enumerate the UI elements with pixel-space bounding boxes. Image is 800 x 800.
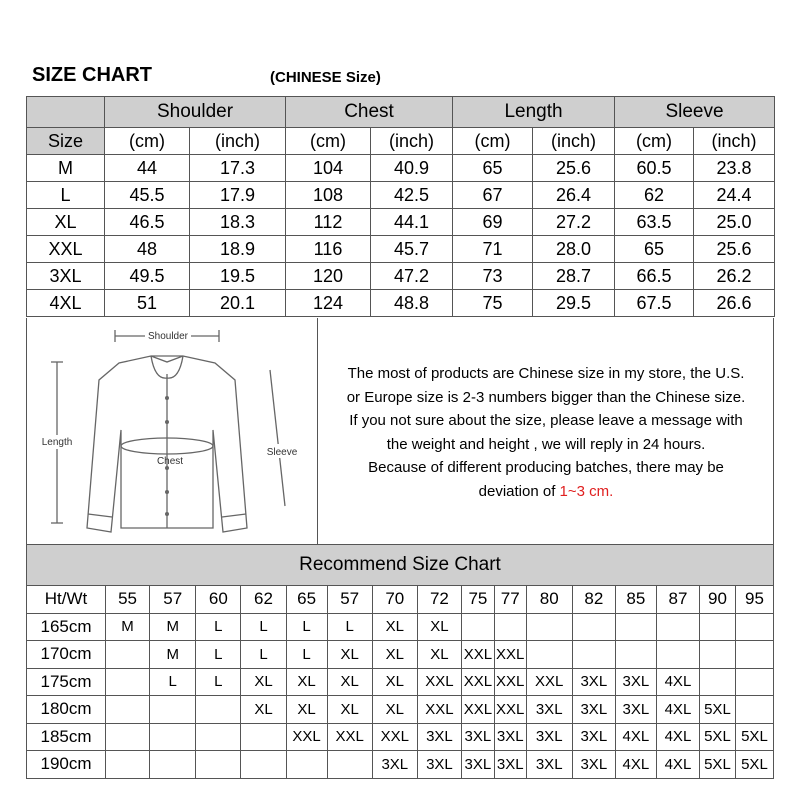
measurement-cell: 44.1 [371,209,453,236]
recommended-size-cell: 4XL [656,751,699,779]
weight-header: 72 [417,586,461,614]
measurement-cell: 25.0 [694,209,775,236]
recommended-size-cell [196,751,241,779]
recommended-size-cell: L [196,668,241,696]
recommended-size-cell [494,613,526,641]
recommend-title: Recommend Size Chart [27,545,774,586]
unit-inch: (inch) [533,128,615,155]
measurement-cell: 48 [105,236,190,263]
height-row [27,641,774,669]
weight-header: 85 [615,586,656,614]
recommended-size-cell: 3XL [494,751,526,779]
recommended-size-cell: M [106,613,150,641]
measurement-cell: 28.7 [533,263,615,290]
size-row [27,236,775,263]
group-chest: Chest [286,97,453,128]
measurement-cell: 63.5 [615,209,694,236]
recommended-size-cell: XXL [461,641,494,669]
measurement-cell: 60.5 [615,155,694,182]
unit-inch: (inch) [694,128,775,155]
measurement-cell: 73 [453,263,533,290]
measurement-cell: 42.5 [371,182,453,209]
recommended-size-cell [106,668,150,696]
recommended-size-cell: XXL [372,723,417,751]
measurement-cell: 26.2 [694,263,775,290]
size-row [27,182,775,209]
recommended-size-cell [656,613,699,641]
measurement-cell: 25.6 [694,236,775,263]
ht-wt-corner: Ht/Wt [27,586,106,614]
measurement-cell: 75 [453,290,533,317]
size-label: M [27,155,105,182]
unit-cm: (cm) [615,128,694,155]
recommend-table [26,544,774,779]
recommended-size-cell: L [327,613,372,641]
recommended-size-cell [241,723,286,751]
recommended-size-cell: XXL [526,668,572,696]
recommended-size-cell [327,751,372,779]
recommended-size-cell: XL [372,696,417,724]
group-sleeve: Sleeve [615,97,775,128]
unit-cm: (cm) [286,128,371,155]
note-line: or Europe size is 2-3 numbers bigger than the Chinese size. [346,388,746,406]
recommended-size-cell [656,641,699,669]
weight-header: 65 [286,586,327,614]
deviation-value: 1~3 cm [559,482,610,500]
recommended-size-cell: XL [241,668,286,696]
recommended-size-cell: XXL [417,668,461,696]
measurement-cell: 67 [453,182,533,209]
recommended-size-cell: M [150,641,196,669]
recommended-size-cell: 3XL [526,723,572,751]
recommended-size-cell: XL [372,613,417,641]
size-label: L [27,182,105,209]
weight-header: 90 [700,586,736,614]
recommended-size-cell [572,613,615,641]
size-label: XL [27,209,105,236]
panel-divider [317,318,318,544]
recommended-size-cell: M [150,613,196,641]
recommended-size-cell: L [286,613,327,641]
recommended-size-cell: XL [286,696,327,724]
recommended-size-cell: L [241,613,286,641]
recommended-size-cell: XXL [461,668,494,696]
height-row [27,723,774,751]
recommended-size-cell: 5XL [735,751,773,779]
height-label: 175cm [27,668,106,696]
recommended-size-cell [106,751,150,779]
page-title: SIZE CHART [32,64,152,86]
measurement-cell: 45.7 [371,236,453,263]
measurement-cell: 17.3 [190,155,286,182]
measurement-cell: 24.4 [694,182,775,209]
measurement-cell: 67.5 [615,290,694,317]
recommended-size-cell [196,696,241,724]
recommended-size-cell [735,668,773,696]
recommended-size-cell [735,696,773,724]
measurement-cell: 69 [453,209,533,236]
sleeve-label: Sleeve [266,447,298,458]
measurement-cell: 17.9 [190,182,286,209]
recommended-size-cell: XXL [286,723,327,751]
recommended-size-cell: L [196,641,241,669]
recommended-size-cell [106,641,150,669]
recommended-size-cell: XL [327,668,372,696]
measurement-cell: 46.5 [105,209,190,236]
recommended-size-cell: 3XL [417,723,461,751]
recommended-size-cell [150,723,196,751]
recommended-size-cell: 3XL [572,723,615,751]
measurement-cell: 44 [105,155,190,182]
length-label: Length [41,437,73,448]
recommended-size-cell [615,641,656,669]
recommended-size-cell: XL [241,696,286,724]
recommended-size-cell: L [286,641,327,669]
height-row [27,751,774,779]
height-row [27,613,774,641]
measurement-cell: 104 [286,155,371,182]
recommended-size-cell: XXL [417,696,461,724]
unit-row [27,128,775,155]
measurement-cell: 18.9 [190,236,286,263]
measurement-cell: 112 [286,209,371,236]
height-label: 165cm [27,613,106,641]
weight-header: 57 [150,586,196,614]
group-shoulder: Shoulder [105,97,286,128]
weight-header: 60 [196,586,241,614]
height-row [27,668,774,696]
note-line-last [323,480,769,504]
recommended-size-cell [735,641,773,669]
weight-header: 55 [106,586,150,614]
measurement-group-row [27,97,775,128]
recommended-size-cell [526,613,572,641]
measurement-cell: 25.6 [533,155,615,182]
recommended-size-cell: XL [372,668,417,696]
measurement-cell: 20.1 [190,290,286,317]
unit-inch: (inch) [371,128,453,155]
recommended-size-cell: XL [327,696,372,724]
size-label: 4XL [27,290,105,317]
recommended-size-cell: 3XL [615,696,656,724]
recommended-size-cell: 5XL [700,696,736,724]
recommended-size-cell: XL [372,641,417,669]
weight-header: 95 [735,586,773,614]
corner-cell [27,97,105,128]
height-label: 180cm [27,696,106,724]
measurement-cell: 18.3 [190,209,286,236]
info-panel [26,318,774,545]
measurement-cell: 51 [105,290,190,317]
note-line: Because of different producing batches, there may be [368,459,724,476]
measurement-cell: 45.5 [105,182,190,209]
recommended-size-cell: 3XL [572,751,615,779]
recommended-size-cell: 3XL [526,696,572,724]
height-label: 170cm [27,641,106,669]
size-label: XXL [27,236,105,263]
height-row [27,696,774,724]
measurement-cell: 71 [453,236,533,263]
recommended-size-cell: 3XL [572,696,615,724]
group-length: Length [453,97,615,128]
recommended-size-cell [700,613,736,641]
recommended-size-cell: 4XL [615,723,656,751]
recommended-size-cell [526,641,572,669]
shirt-diagram [27,318,317,544]
recommended-size-cell: 3XL [526,751,572,779]
measurement-cell: 26.4 [533,182,615,209]
measurement-cell: 26.6 [694,290,775,317]
recommended-size-cell [615,613,656,641]
recommended-size-cell: XXL [494,641,526,669]
recommended-size-cell: 3XL [417,751,461,779]
measurement-cell: 48.8 [371,290,453,317]
height-label: 185cm [27,723,106,751]
weight-header-row [27,586,774,614]
recommended-size-cell [461,613,494,641]
recommended-size-cell: 3XL [572,668,615,696]
measurement-cell: 29.5 [533,290,615,317]
chest-label: Chest [156,456,184,467]
size-row [27,155,775,182]
size-row [27,209,775,236]
note-line: If you not sure about the size, please leave a message with [349,412,743,429]
note-suffix: . [609,482,614,500]
unit-cm: (cm) [453,128,533,155]
recommended-size-cell [106,696,150,724]
recommended-size-cell [196,723,241,751]
weight-header: 77 [494,586,526,614]
unit-inch: (inch) [190,128,286,155]
page-subtitle: (CHINESE Size) [270,69,381,86]
recommended-size-cell: XXL [327,723,372,751]
recommended-size-cell: XL [417,613,461,641]
recommended-size-cell: 3XL [461,723,494,751]
recommend-title-row [27,545,774,586]
note-line: the weight and height , we will reply in 24 hours. [386,435,706,453]
recommended-size-cell: 3XL [615,668,656,696]
recommended-size-cell [700,641,736,669]
recommended-size-cell: XXL [461,696,494,724]
recommended-size-cell [572,641,615,669]
recommended-size-cell: 4XL [656,696,699,724]
measurement-cell: 19.5 [190,263,286,290]
measurement-cell: 49.5 [105,263,190,290]
size-table [26,96,775,317]
recommended-size-cell: 5XL [700,723,736,751]
measurement-cell: 28.0 [533,236,615,263]
recommended-size-cell: 3XL [494,723,526,751]
recommended-size-cell [106,723,150,751]
recommended-size-cell [700,668,736,696]
weight-header: 75 [461,586,494,614]
size-row [27,290,775,317]
measurement-cell: 116 [286,236,371,263]
size-note [323,362,769,503]
measurement-cell: 27.2 [533,209,615,236]
recommended-size-cell: 4XL [656,723,699,751]
recommended-size-cell: 3XL [461,751,494,779]
size-row [27,263,775,290]
measurement-cell: 65 [615,236,694,263]
recommended-size-cell [735,613,773,641]
recommended-size-cell: L [196,613,241,641]
measurement-cell: 40.9 [371,155,453,182]
size-header: Size [27,128,105,155]
recommended-size-cell: 5XL [700,751,736,779]
recommended-size-cell: L [241,641,286,669]
note-prefix: deviation of [478,482,560,500]
weight-header: 57 [327,586,372,614]
recommended-size-cell [286,751,327,779]
measurement-cell: 65 [453,155,533,182]
measurement-cell: 62 [615,182,694,209]
recommended-size-cell [150,751,196,779]
measurement-cell: 108 [286,182,371,209]
height-label: 190cm [27,751,106,779]
recommended-size-cell: 3XL [372,751,417,779]
recommended-size-cell: XL [286,668,327,696]
shoulder-label: Shoulder [147,331,189,342]
recommended-size-cell: XXL [494,668,526,696]
weight-header: 82 [572,586,615,614]
recommended-size-cell: XXL [494,696,526,724]
recommended-size-cell: 5XL [735,723,773,751]
recommended-size-cell: XL [417,641,461,669]
recommended-size-cell: L [150,668,196,696]
measurement-cell: 120 [286,263,371,290]
measurement-cell: 124 [286,290,371,317]
weight-header: 80 [526,586,572,614]
note-line: The most of products are Chinese size in my store, the U.S. [347,365,745,382]
measurement-cell: 23.8 [694,155,775,182]
recommended-size-cell [241,751,286,779]
recommended-size-cell: 4XL [656,668,699,696]
measurement-cell: 66.5 [615,263,694,290]
measurement-cell: 47.2 [371,263,453,290]
recommended-size-cell: XL [327,641,372,669]
size-label: 3XL [27,263,105,290]
recommended-size-cell [150,696,196,724]
weight-header: 87 [656,586,699,614]
weight-header: 70 [372,586,417,614]
weight-header: 62 [241,586,286,614]
unit-cm: (cm) [105,128,190,155]
recommended-size-cell: 4XL [615,751,656,779]
